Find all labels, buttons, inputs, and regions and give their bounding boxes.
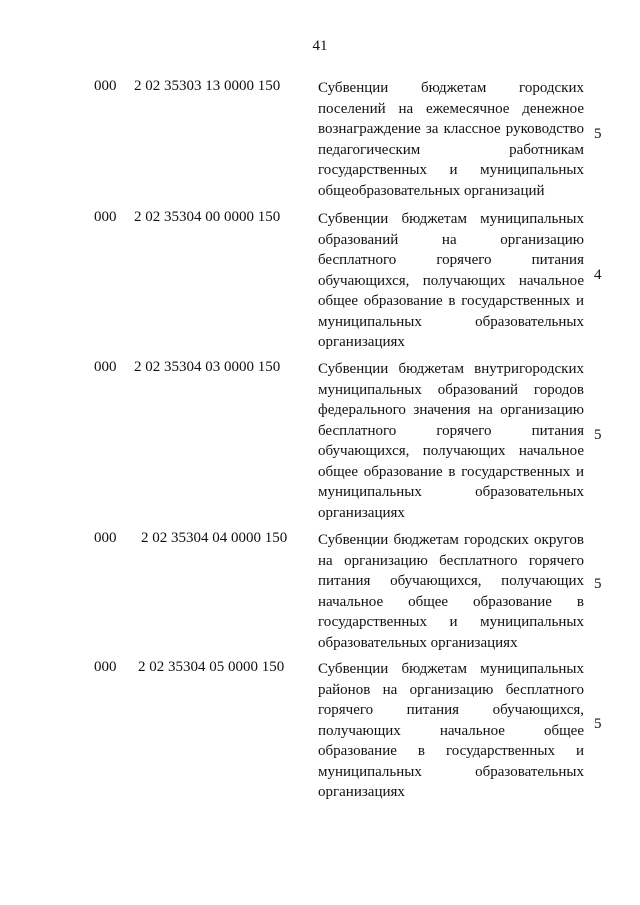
description-line: Субвенции бюджетам муниципальных [318, 211, 584, 227]
row-description [318, 209, 584, 353]
description-line: обучающихся, получающих начальное [318, 272, 584, 289]
description-line: Субвенции бюджетам городских [318, 80, 584, 96]
description-line: бесплатного горячего питания [318, 252, 584, 268]
row-value: 5 [594, 576, 602, 592]
description-line: образований на организацию [318, 231, 584, 248]
kbk-code: 2 02 35304 03 0000 150 [134, 359, 281, 375]
admin-code: 000 [94, 530, 117, 546]
description-line: организациях [318, 504, 405, 521]
kbk-code: 2 02 35303 13 0000 150 [134, 78, 281, 94]
admin-code: 000 [94, 78, 117, 94]
description-line: общеобразовательных организаций [318, 182, 545, 199]
description-line: общее образование в государственных и [318, 463, 584, 480]
description-line: образование в государственных и [318, 743, 584, 759]
description-line: муниципальных образовательных [318, 484, 584, 500]
description-line: муниципальных образований городов [318, 381, 584, 398]
description-line: государственных и муниципальных [318, 614, 584, 630]
row-value: 5 [594, 427, 602, 443]
description-line: образовательных организациях [318, 634, 518, 651]
description-line: вознаграждение за классное руководство [318, 121, 584, 137]
row-value: 4 [594, 267, 602, 283]
admin-code: 000 [94, 209, 117, 225]
row-value: 5 [594, 716, 602, 732]
description-line: бесплатного горячего питания [318, 422, 584, 439]
description-line: муниципальных образовательных [318, 313, 584, 330]
description-line: горячего питания обучающихся, [318, 702, 584, 718]
description-line: педагогическим работникам [318, 141, 584, 158]
description-line: на организацию бесплатного горячего [318, 552, 584, 569]
description-line: начальное общее образование в [318, 593, 584, 610]
kbk-code: 2 02 35304 04 0000 150 [141, 530, 288, 546]
row-value: 5 [594, 126, 602, 142]
description-line: общее образование в государственных и [318, 293, 584, 309]
description-line: поселений на ежемесячное денежное [318, 100, 584, 117]
row-description [318, 659, 584, 803]
description-line: получающих начальное общее [318, 722, 584, 739]
description-line: организациях [318, 334, 405, 350]
kbk-code: 2 02 35304 05 0000 150 [138, 659, 285, 675]
description-line: государственных и муниципальных [318, 162, 584, 178]
admin-code: 000 [94, 359, 117, 375]
kbk-code: 2 02 35304 00 0000 150 [134, 209, 281, 225]
description-line: муниципальных образовательных [318, 763, 584, 780]
description-line: Субвенции бюджетам муниципальных [318, 661, 584, 677]
row-description [318, 530, 584, 653]
description-line: районов на организацию бесплатного [318, 681, 584, 698]
description-line: Субвенции бюджетам городских округов [318, 532, 584, 548]
description-line: питания обучающихся, получающих [318, 573, 584, 589]
description-line: обучающихся, получающих начальное [318, 443, 584, 459]
page-number: 41 [312, 38, 328, 54]
row-description [318, 78, 584, 201]
description-line: Субвенции бюджетам внутригородских [318, 361, 584, 377]
description-line: федерального значения на организацию [318, 402, 584, 418]
admin-code: 000 [94, 659, 117, 675]
row-description [318, 359, 584, 523]
description-line: организациях [318, 784, 405, 800]
